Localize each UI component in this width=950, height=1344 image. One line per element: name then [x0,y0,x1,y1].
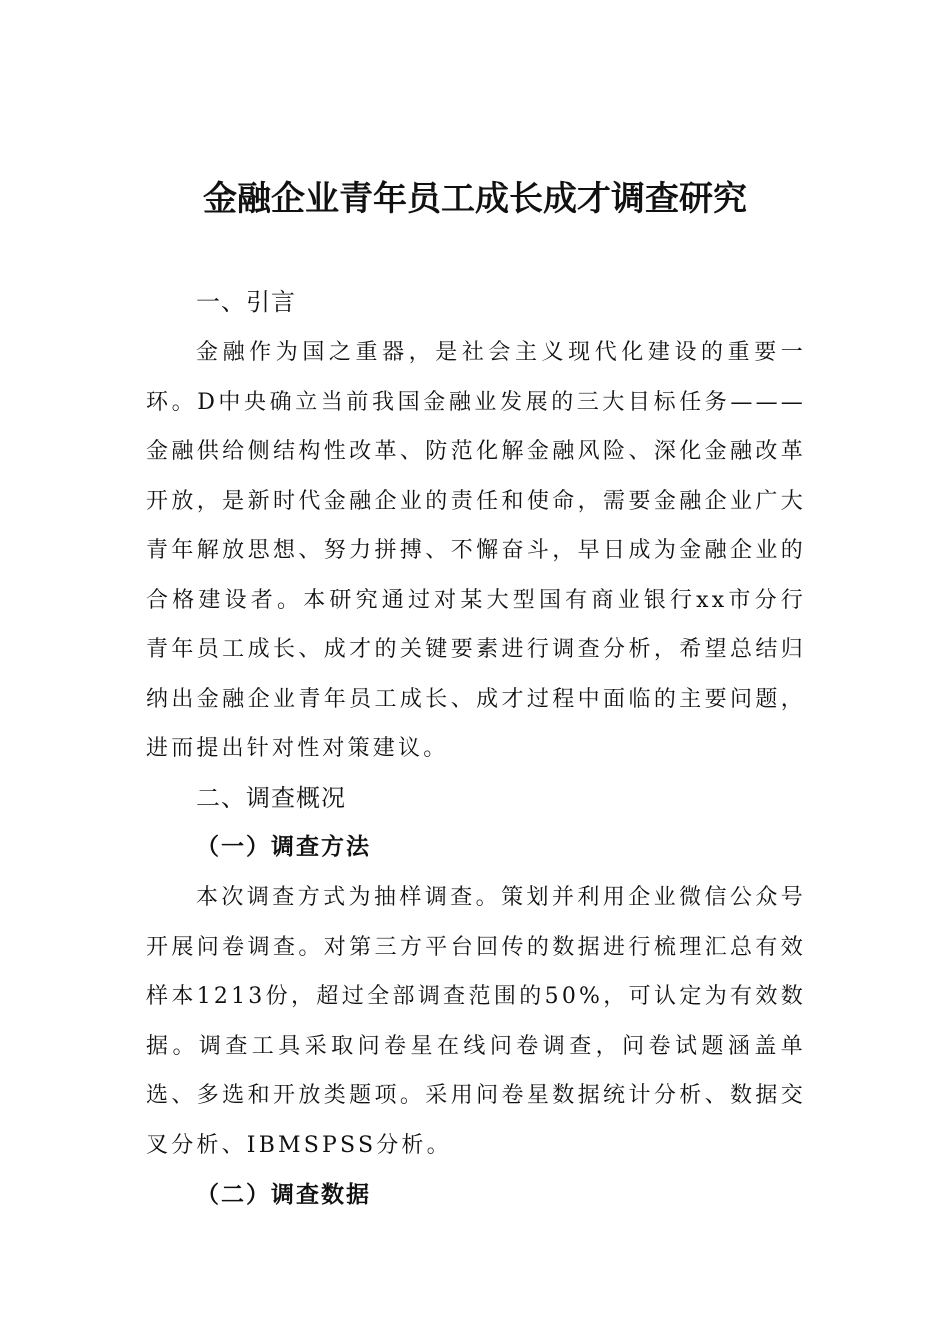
document-title: 金融企业青年员工成长成才调查研究 [203,179,747,219]
subsection-heading-survey-data: （二）调查数据 [196,1181,371,1208]
section-heading-survey-overview: 二、调查概况 [196,784,346,812]
introduction-paragraph: 金融作为国之重器，是社会主义现代化建设的重要一环。D中央确立当前我国金融业发展的三大目标任务———金融供给侧结构性改革、防范化解金融风险、深化金融改革开放，是新时代金融企业的责任和使命，需要金融企业广大青年解放思想、努力拼搏、不懈奋斗，早日成为金融企业的合格建设者。本研究通过对某大型国有商业银行xx市分行青年员工成长、成才的关键要素进行调查分析，希望总结归纳出金融企业青年员工成长、成才过程中面临的主要问题，进而提出针对性对策建议。 [146,340,806,761]
section-heading-introduction: 一、引言 [196,288,296,316]
subsection-heading-survey-method: （一）调查方法 [196,833,371,860]
survey-method-paragraph: 本次调查方式为抽样调查。策划并利用企业微信公众号开展问卷调查。对第三方平台回传的数据进行梳理汇总有效样本1213份，超过全部调查范围的50%，可认定为有效数据。调查工具采取问卷星在线问卷调查，问卷试题涵盖单选、多选和开放类题项。采用问卷星数据统计分析、数据交叉分析、IBMSPSS分析。 [146,885,806,1158]
